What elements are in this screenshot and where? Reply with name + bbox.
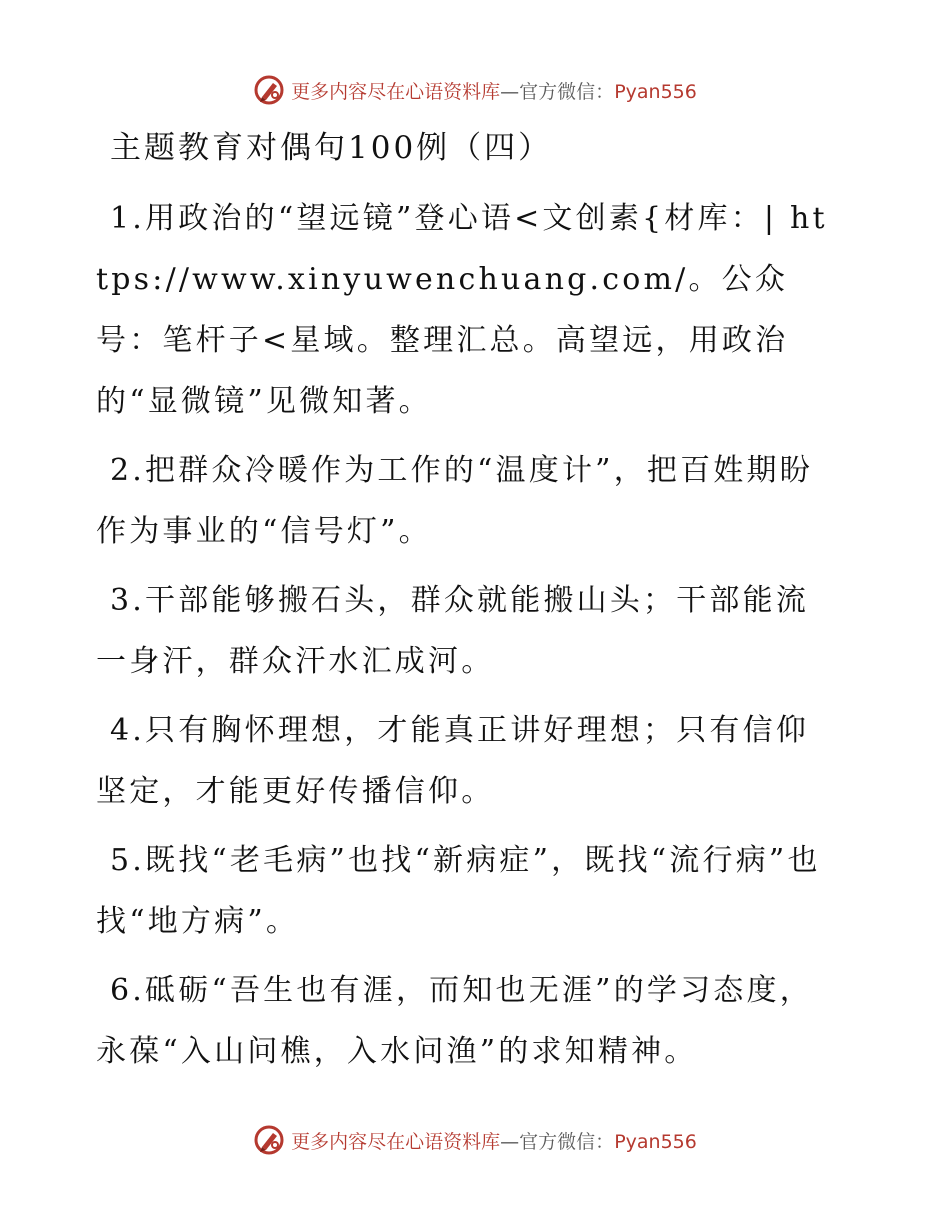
paragraph-5: 5.既找“老毛病”也找“新病症”，既找“流行病”也找“地方病”。 [96,843,821,939]
footer-banner-mid: —官方微信： [500,1130,615,1153]
footer-banner-main: 更多内容尽在心语资料库 [291,1130,501,1153]
header-banner-mid: —官方微信： [500,80,615,103]
pen-logo-icon [253,1124,285,1156]
paragraph-3: 3.干部能够搬石头，群众就能搬山头；干部能流一身汗，群众汗水汇成河。 [96,583,810,679]
header-banner-text [291,77,697,104]
paragraph-1: 1.用政治的“望远镜”登心语<文创素{材库：| https://www.xinyuwenchuang.com/。公众号：笔杆子<星域。整理汇总。高望远，用政治的“显微镜”见微知著。 [96,201,828,419]
footer-banner-inner [253,1124,697,1156]
footer-banner-text [291,1127,697,1154]
paragraph-2: 2.把群众冷暖作为工作的“温度计”，把百姓期盼作为事业的“信号灯”。 [96,453,813,549]
document-title: 主题教育对偶句100例（四） [110,130,553,166]
header-banner [0,70,950,110]
pen-logo-icon [253,74,285,106]
header-banner-main: 更多内容尽在心语资料库 [291,80,501,103]
document-body [96,188,834,1090]
footer-banner-tail: Pyan556 [614,1130,697,1153]
header-banner-tail: Pyan556 [614,80,697,103]
header-banner-inner [253,74,697,106]
footer-banner [0,1120,950,1160]
paragraph-4: 4.只有胸怀理想，才能真正讲好理想；只有信仰坚定，才能更好传播信仰。 [96,713,810,809]
paragraph-6: 6.砥砺“吾生也有涯，而知也无涯”的学习态度，永葆“入山问樵，入水问渔”的求知精神。 [96,973,813,1069]
